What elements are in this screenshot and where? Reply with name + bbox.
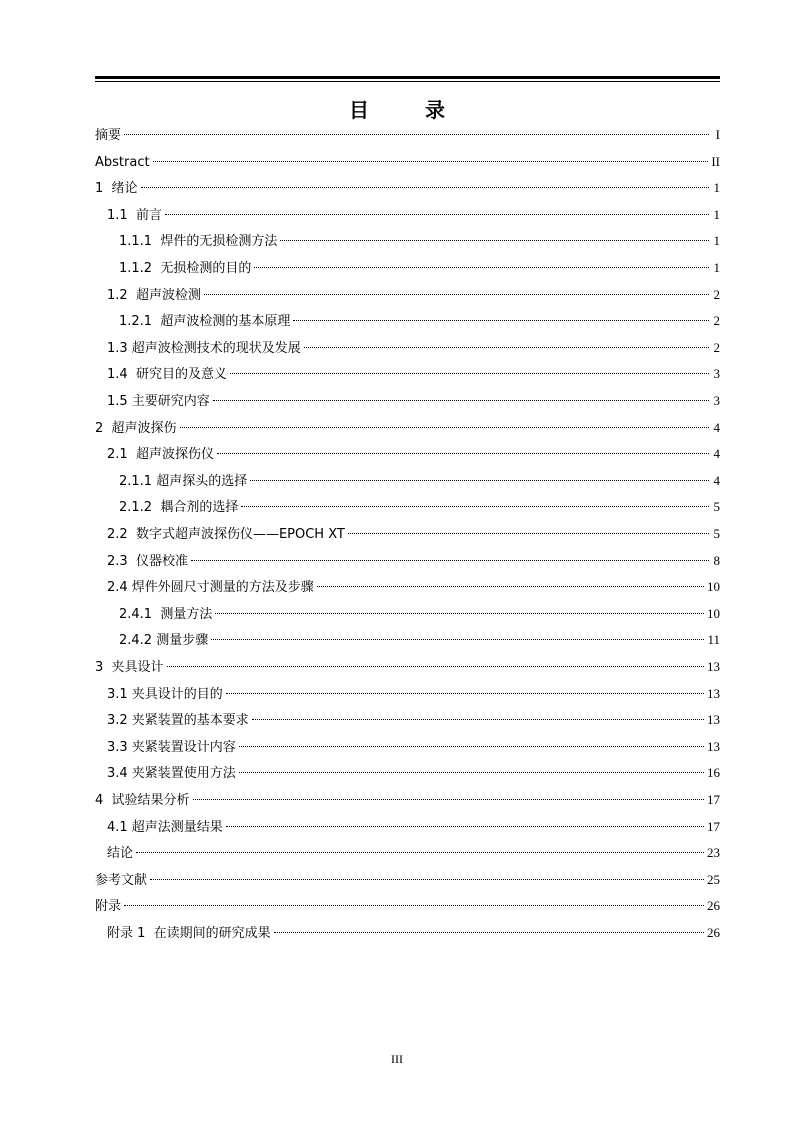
toc-entry-page: 4 xyxy=(713,446,720,462)
toc-entry-label: 1.2.1 超声波检测的基本原理 xyxy=(119,314,291,330)
toc-entry[interactable] xyxy=(95,550,720,572)
toc-dot-leader xyxy=(280,240,709,241)
toc-dot-leader xyxy=(213,400,709,401)
toc-entry-page: 4 xyxy=(713,472,720,488)
toc-entry-page: 23 xyxy=(707,845,720,861)
toc-dot-leader xyxy=(254,267,709,268)
toc-dot-leader xyxy=(274,932,704,933)
toc-entry[interactable] xyxy=(95,390,720,412)
toc-entry[interactable] xyxy=(95,257,720,279)
toc-entry[interactable] xyxy=(95,177,720,199)
toc-entry[interactable] xyxy=(95,816,720,838)
toc-dot-leader xyxy=(141,187,709,188)
header-rule-thick xyxy=(95,76,720,79)
toc-dot-leader xyxy=(250,480,709,481)
toc-entry[interactable] xyxy=(95,789,720,811)
toc-entry-page: 17 xyxy=(707,792,720,807)
toc-entry-label: 3.1 夹具设计的目的 xyxy=(107,686,223,702)
toc-dot-leader xyxy=(124,905,704,906)
toc-entry-page: 26 xyxy=(707,925,720,940)
header-rule-thin xyxy=(95,81,720,82)
toc-dot-leader xyxy=(167,666,704,667)
toc-entry-page: 2 xyxy=(713,313,720,329)
toc-entry-label: 2.1 超声波探伤仪 xyxy=(107,447,214,463)
toc-entry-label: 3 夹具设计 xyxy=(95,660,164,675)
toc-entry[interactable] xyxy=(95,124,720,146)
toc-entry[interactable] xyxy=(95,470,720,492)
toc-dot-leader xyxy=(239,772,704,773)
toc-entry[interactable] xyxy=(95,656,720,678)
toc-entry[interactable] xyxy=(95,629,720,651)
toc-entry[interactable] xyxy=(95,337,720,359)
toc-title-part2: 录 xyxy=(425,98,445,122)
toc-dot-leader xyxy=(211,639,704,640)
toc-entry-page: 1 xyxy=(713,260,720,275)
toc-entry[interactable] xyxy=(95,151,720,173)
toc-dot-leader xyxy=(241,506,709,507)
toc-entry-page: II xyxy=(711,153,720,169)
toc-entry[interactable] xyxy=(95,895,720,917)
toc-dot-leader xyxy=(226,826,704,827)
page-number: III xyxy=(391,1052,403,1066)
toc-entry-label: 2 超声波探伤 xyxy=(95,420,177,436)
toc-entry[interactable] xyxy=(95,709,720,731)
toc-entry-label: 2.1.1 超声探头的选择 xyxy=(119,473,248,489)
toc-entry[interactable] xyxy=(95,762,720,784)
toc-dot-leader xyxy=(136,852,704,853)
toc-entry-label: 2.4.1 测量方法 xyxy=(119,606,213,622)
toc-entry-page: 13 xyxy=(707,738,720,754)
toc-dot-leader xyxy=(348,533,709,534)
toc-entry-label: 1.1 前言 xyxy=(107,207,162,223)
toc-entry[interactable] xyxy=(95,284,720,306)
toc-entry-label: 结论 xyxy=(107,846,134,862)
toc-dot-leader xyxy=(191,560,709,561)
toc-dot-leader xyxy=(193,799,704,800)
toc-dot-leader xyxy=(293,320,709,321)
toc-dot-leader xyxy=(215,613,704,614)
toc-title xyxy=(0,94,794,123)
toc-entry[interactable] xyxy=(95,204,720,226)
toc-entry-page: 10 xyxy=(707,605,720,621)
toc-entry[interactable] xyxy=(95,496,720,518)
toc-entry-page: I xyxy=(715,127,720,142)
toc-entry[interactable] xyxy=(95,230,720,252)
toc-entry-label: 附录 1 在读期间的研究成果 xyxy=(107,926,271,941)
toc-entry-label: 4.1 超声法测量结果 xyxy=(107,819,223,835)
toc-dot-leader xyxy=(230,373,709,374)
toc-entry-label: 1.3 超声波检测技术的现状及发展 xyxy=(107,340,301,356)
toc-dot-leader xyxy=(124,134,709,135)
toc-dot-leader xyxy=(204,294,709,295)
toc-dot-leader xyxy=(226,693,704,694)
toc-entry-page: 4 xyxy=(713,419,720,435)
toc-entry[interactable] xyxy=(95,523,720,545)
toc-entry-page: 13 xyxy=(707,685,720,701)
toc-entry[interactable] xyxy=(95,310,720,332)
toc-dot-leader xyxy=(150,879,704,880)
toc-entry-page: 3 xyxy=(713,366,720,382)
toc-dot-leader xyxy=(239,746,704,747)
toc-entry[interactable] xyxy=(95,869,720,891)
toc-entry-page: 1 xyxy=(713,233,720,249)
toc-entry[interactable] xyxy=(95,576,720,598)
toc-entry-page: 8 xyxy=(713,552,720,568)
toc-title-part1: 目 xyxy=(349,98,369,122)
toc-entry[interactable] xyxy=(95,683,720,705)
toc-entry-label: 摘要 xyxy=(95,128,122,143)
toc-entry-label: 1.1.1 焊件的无损检测方法 xyxy=(119,234,278,250)
toc-entry-page: 2 xyxy=(713,286,720,302)
toc-entry-label: 2.3 仪器校准 xyxy=(107,553,188,569)
toc-entry-page: 17 xyxy=(707,818,720,834)
toc-entry-page: 1 xyxy=(713,180,720,196)
toc-entry-page: 2 xyxy=(713,339,720,355)
toc-dot-leader xyxy=(165,214,709,215)
toc-entry-label: 1.4 研究目的及意义 xyxy=(107,367,227,383)
toc-entry-label: 2.2 数字式超声波探伤仪——EPOCH XT xyxy=(107,527,345,542)
toc-entry[interactable] xyxy=(95,736,720,758)
toc-entry-label: 2.4.2 测量步骤 xyxy=(119,633,209,649)
toc-entry-page: 5 xyxy=(713,499,720,515)
toc-entry-label: 1 绪论 xyxy=(95,181,138,197)
toc-entry-label: 3.3 夹紧装置设计内容 xyxy=(107,739,236,755)
toc-entry-label: Abstract xyxy=(95,154,150,170)
toc-entry-page: 16 xyxy=(707,765,720,781)
toc-entry[interactable] xyxy=(95,842,720,864)
toc-entry-label: 2.4 焊件外圆尺寸测量的方法及步骤 xyxy=(107,580,314,596)
toc-dot-leader xyxy=(304,347,709,348)
toc-entry[interactable] xyxy=(95,363,720,385)
toc-entry-label: 1.2 超声波检测 xyxy=(107,287,201,303)
toc-entry[interactable] xyxy=(95,603,720,625)
toc-entry-page: 25 xyxy=(707,871,720,887)
toc-entry-page: 10 xyxy=(707,579,720,595)
toc-entry-page: 13 xyxy=(707,712,720,728)
toc-entry-label: 3.2 夹紧装置的基本要求 xyxy=(107,713,249,729)
toc-dot-leader xyxy=(317,586,704,587)
toc-entry[interactable] xyxy=(95,922,720,944)
toc-entry-page: 26 xyxy=(707,898,720,914)
toc-entry-page: 11 xyxy=(707,632,720,648)
toc-dot-leader xyxy=(252,719,704,720)
toc-dot-leader xyxy=(180,427,709,428)
toc-dot-leader xyxy=(217,453,709,454)
toc-dot-leader xyxy=(153,161,709,162)
toc-entry-page: 5 xyxy=(713,526,720,541)
toc-entry-label: 3.4 夹紧装置使用方法 xyxy=(107,766,236,782)
toc-entry-page: 3 xyxy=(713,393,720,408)
toc-entry-label: 4 试验结果分析 xyxy=(95,793,190,808)
toc-entry-label: 参考文献 xyxy=(95,872,148,888)
toc-entry[interactable] xyxy=(95,443,720,465)
toc-entry-label: 附录 xyxy=(95,899,122,915)
toc-entry[interactable] xyxy=(95,417,720,439)
toc-entry-page: 13 xyxy=(707,659,720,674)
toc-entry-page: 1 xyxy=(713,206,720,222)
toc-entry-label: 1.1.2 无损检测的目的 xyxy=(119,261,252,276)
toc-entry-label: 2.1.2 耦合剂的选择 xyxy=(119,500,239,516)
toc-entry-label: 1.5 主要研究内容 xyxy=(107,394,210,409)
